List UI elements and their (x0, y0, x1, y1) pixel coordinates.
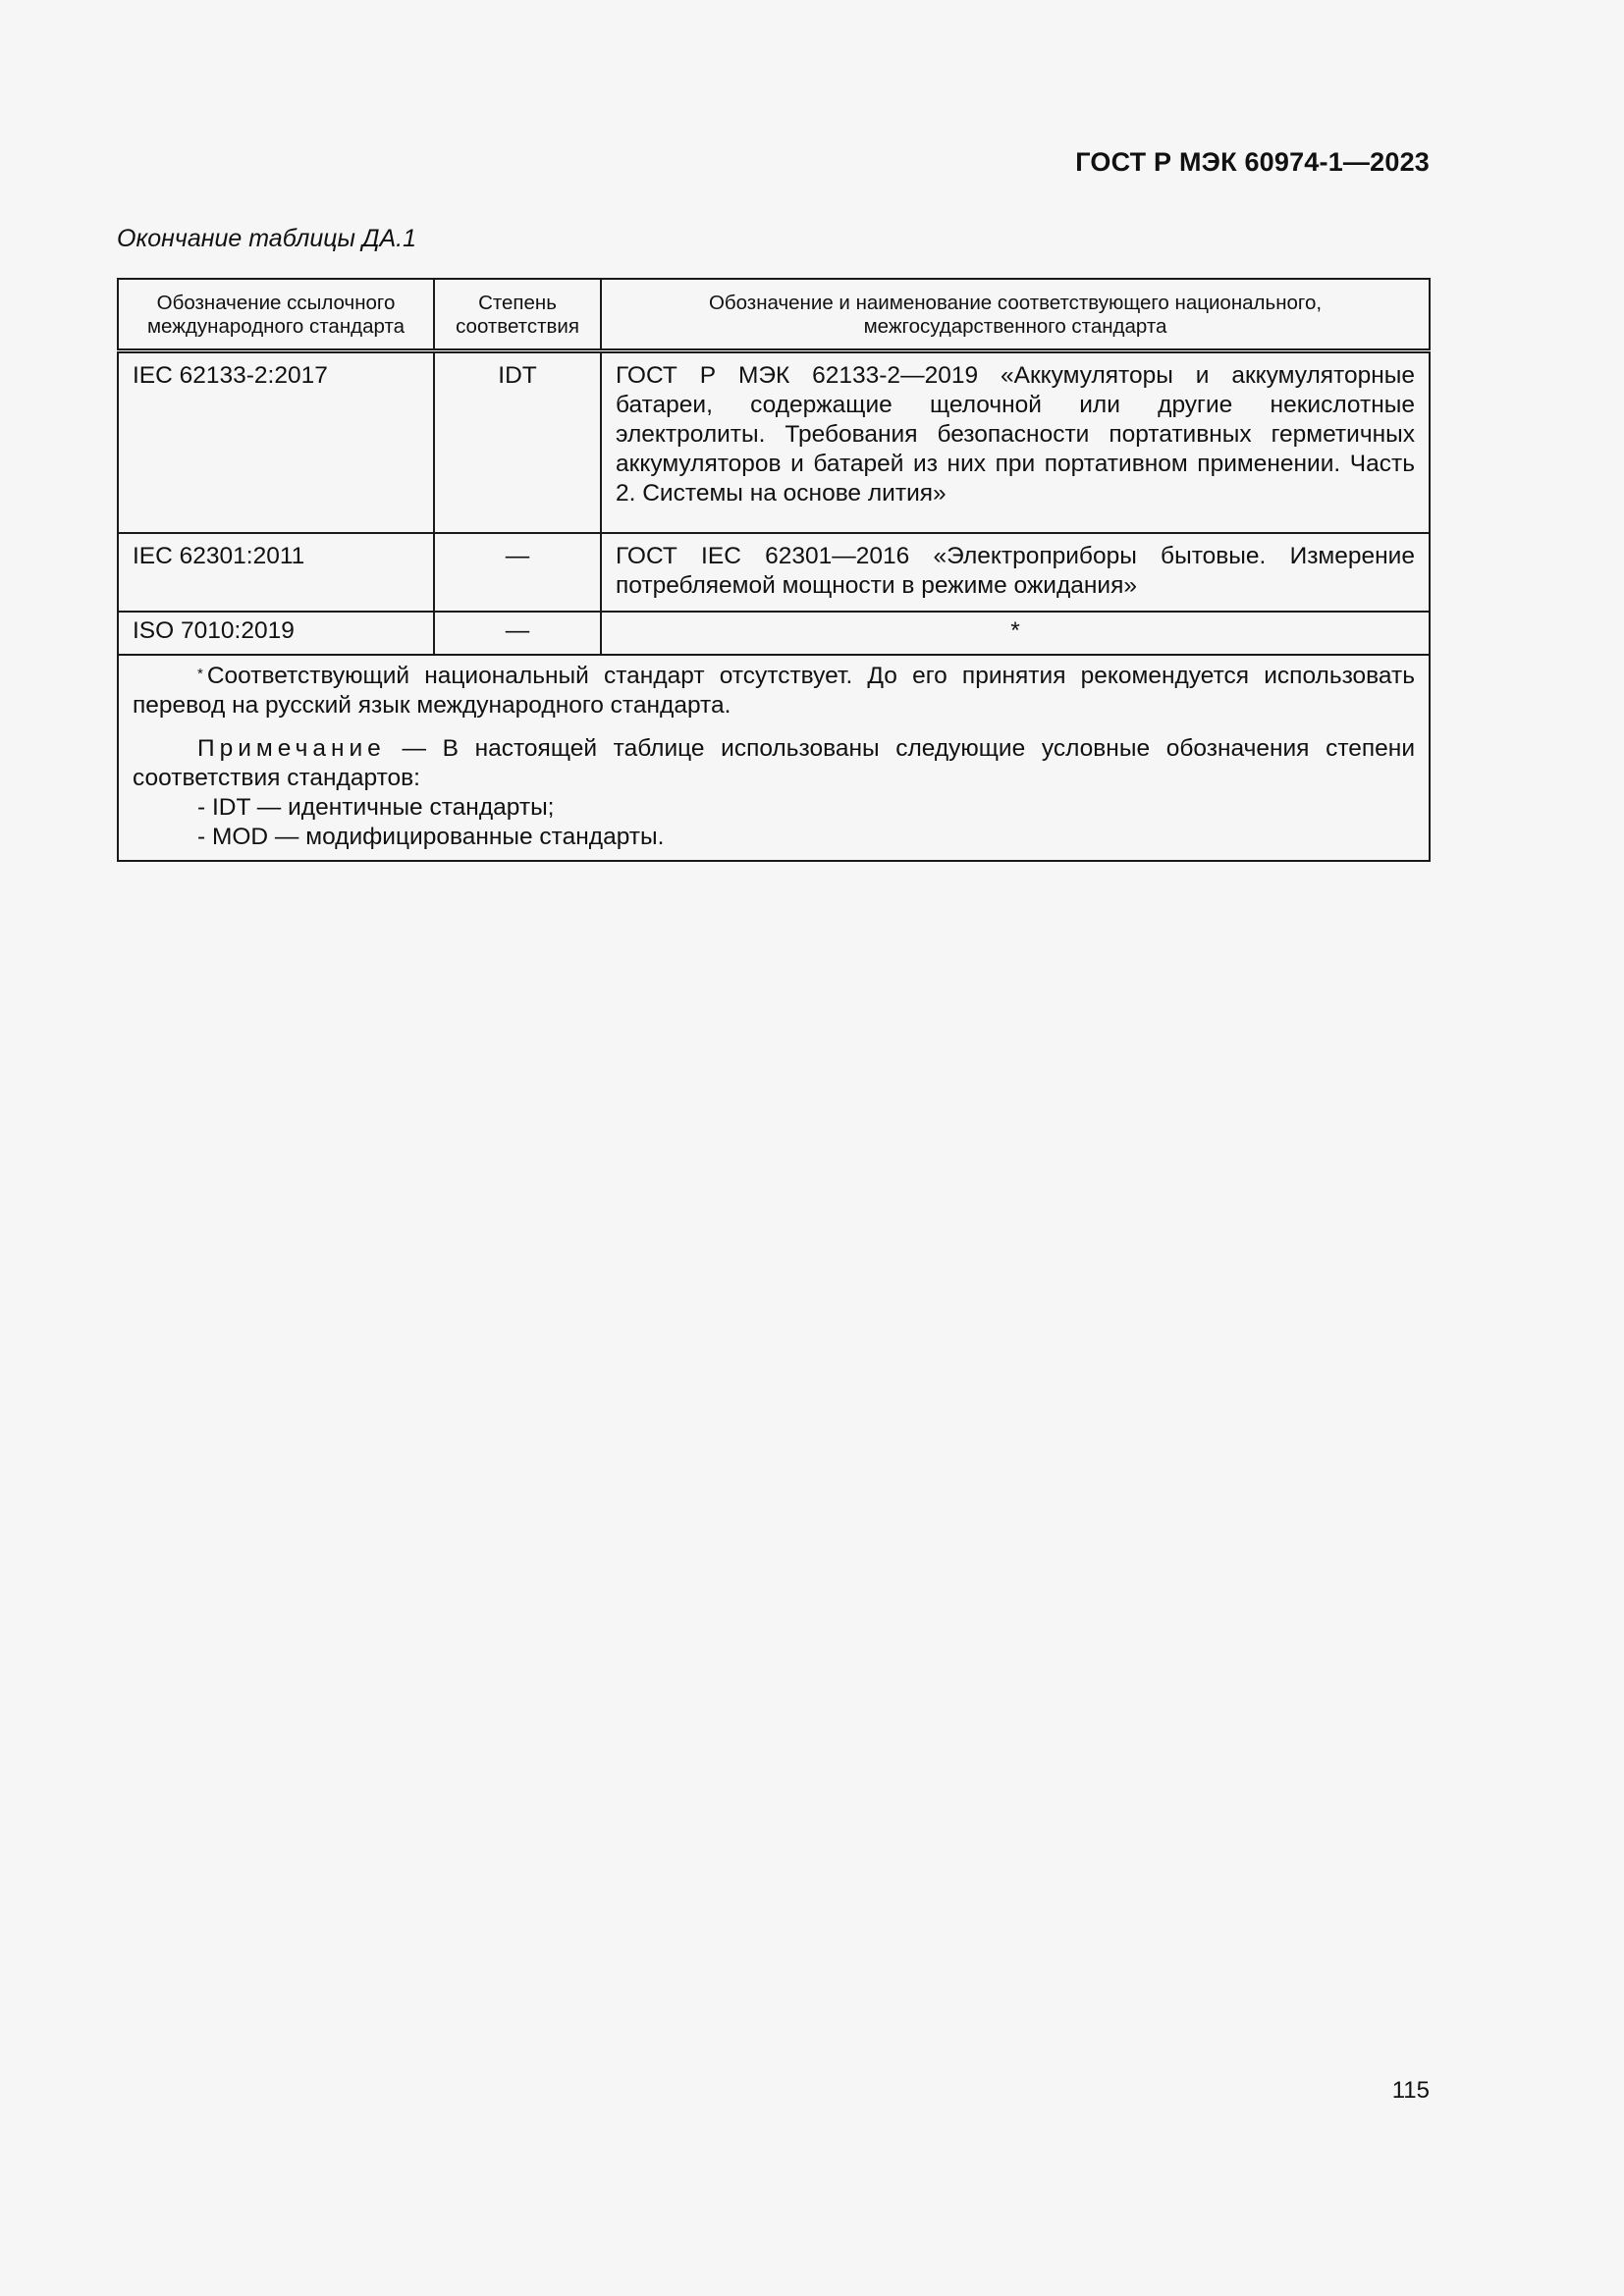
table-row (118, 612, 1430, 655)
cell-international-standard: IEC 62301:2011 (118, 533, 434, 612)
note-item-mod: - MOD — модифицированные стандарты. (197, 824, 665, 850)
cell-international-standard: IEC 62133-2:2017 (118, 351, 434, 534)
cell-international-standard: ISO 7010:2019 (118, 612, 434, 655)
cell-national-standard: ГОСТ IEC 62301—2016 «Электроприборы бытовые. Измерение потребляемой мощности в режиме ожидания» (601, 533, 1430, 612)
table-notes-cell (118, 655, 1430, 861)
page-number: 115 (1391, 2077, 1430, 2104)
cell-national-standard: ГОСТ Р МЭК 62133-2—2019 «Аккумуляторы и аккумуляторные батареи, содержащие щелочной или другие некислотные электролиты. Требования безопасности портативных герметичных аккумуляторов и батарей из них при портативном применении. Часть 2. Системы на основе лития» (601, 351, 1430, 534)
cell-national-standard: * (601, 612, 1430, 655)
table-header-row (118, 279, 1430, 351)
column-header-international: Обозначение ссылочного международного стандарта (118, 279, 434, 351)
cell-degree: — (434, 533, 601, 612)
column-header-degree: Степень соответствия (434, 279, 601, 351)
footnote (133, 662, 1415, 721)
table-row (118, 351, 1430, 534)
note-label: Примечание (197, 735, 386, 762)
note-dash: — (402, 735, 426, 762)
note-item-idt: - IDT — идентичные стандарты; (197, 794, 555, 821)
table-caption: Окончание таблицы ДА.1 (117, 225, 416, 252)
footnote-text: Соответствующий национальный стандарт отсутствует. До его принятия рекомендуется использовать перевод на русский язык международного стандарта. (133, 663, 1415, 719)
document-header: ГОСТ Р МЭК 60974-1—2023 (1075, 147, 1430, 177)
table-footer-row (118, 655, 1430, 861)
cell-degree: — (434, 612, 601, 655)
footnote-mark: * (197, 666, 203, 682)
reference-standards-table (117, 278, 1431, 862)
table-row (118, 533, 1430, 612)
note-text: В настоящей таблице использованы следующие условные обозначения степени соответствия стандартов: (133, 735, 1415, 791)
column-header-national: Обозначение и наименование соответствующего национального, межгосударственного стандарта (601, 279, 1430, 351)
note (133, 734, 1415, 852)
cell-degree: IDT (434, 351, 601, 534)
